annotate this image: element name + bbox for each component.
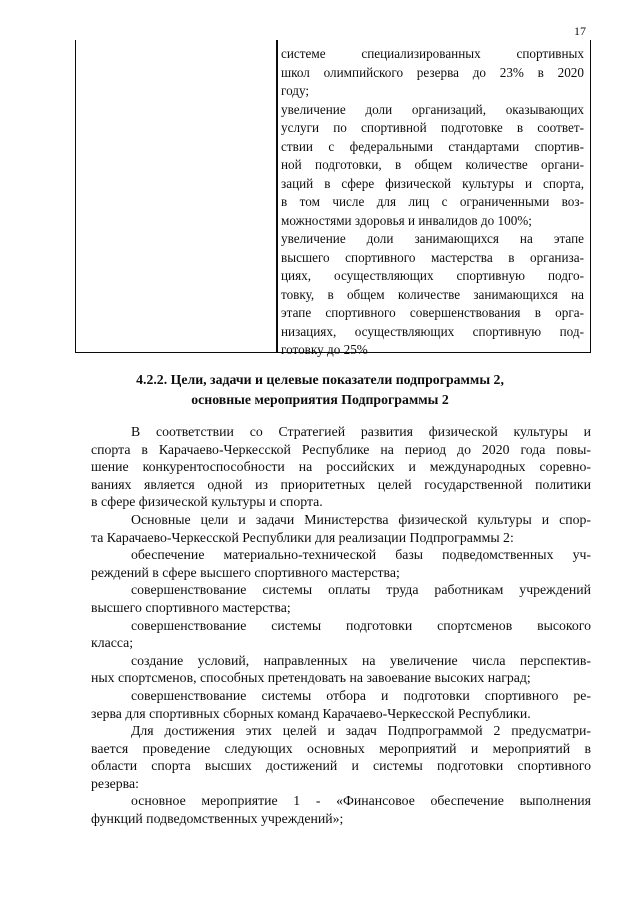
- paragraph-line: области спорта высших достижений и системы подготовки спортивного: [91, 758, 591, 774]
- table-cell-line: увеличение доли занимающихся на этапе: [281, 231, 584, 246]
- table-cell-line: заций в сфере физической культуры и спорта,: [281, 175, 584, 191]
- list-item-line: основное мероприятие 1 - «Финансовое обеспечение выполнения: [131, 793, 591, 809]
- table-cell-line: ствии с федеральными стандартами спортив-: [281, 138, 584, 154]
- paragraph-line: Основные цели и задачи Министерства физической культуры и спор-: [131, 511, 591, 527]
- paragraph-line: та Карачаево-Черкесской Республики для реализации Подпрограммы 2:: [91, 529, 514, 545]
- list-item-line: высшего спортивного мастерства;: [91, 599, 291, 615]
- section-heading-line: основные мероприятия Подпрограммы 2: [191, 392, 449, 407]
- list-item-line: совершенствование системы отбора и подготовки спортивного ре-: [131, 687, 591, 703]
- table-cell-line: ной подготовки, в общем количестве органи-: [281, 157, 584, 172]
- paragraph-line: В соответствии со Стратегией развития физической культуры и: [131, 424, 591, 439]
- table-cell-line: услуги по спортивной подготовке в соответ-: [281, 120, 584, 135]
- list-item-line: класса;: [91, 635, 134, 651]
- table-cell-line: готовку до 25%: [281, 342, 368, 357]
- table-cell-line: школ олимпийского резерва до 23% в 2020: [281, 64, 584, 80]
- table-cell-line: системе специализированных спортивных: [281, 46, 584, 61]
- table-fragment: [75, 40, 591, 357]
- table-cell-line: году;: [281, 83, 310, 98]
- table-cell-line: товку, в общем количестве занимающихся на: [281, 286, 584, 302]
- table-cell-targets: [281, 45, 584, 360]
- paragraph-line: резерва:: [91, 775, 139, 791]
- paragraph-line: шение конкурентоспособности на российских и международных соревно-: [91, 459, 591, 475]
- table-cell-line: в том числе для лиц с ограниченными воз-: [281, 194, 584, 209]
- paragraph-line: вается проведение следующих основных мероприятий и мероприятий в: [91, 740, 591, 756]
- table-cell-line: низациях, осуществляющих спортивную под-: [281, 323, 584, 339]
- list-item-line: создание условий, направленных на увеличение числа перспектив-: [131, 652, 591, 668]
- list-item-line: обеспечение материально-технической базы подведомственных уч-: [131, 547, 591, 563]
- paragraph-line: спорта в Карачаево-Черкесской Республике на период до 2020 года повы-: [91, 441, 591, 457]
- table-cell-line: циях, осуществляющих спортивную подго-: [281, 268, 584, 283]
- paragraph-line: в сфере физической культуры и спорта.: [91, 494, 323, 510]
- table-cell-line: высшего спортивного мастерства в организа-: [281, 249, 584, 265]
- section-heading: [0, 370, 640, 410]
- paragraph-line: Для достижения этих целей и задач Подпрограммой 2 предусматри-: [131, 723, 591, 739]
- section-heading-line: 4.2.2. Цели, задачи и целевые показатели подпрограммы 2,: [136, 372, 504, 387]
- list-item-line: функций подведомственных учреждений»;: [91, 811, 344, 827]
- list-item-line: реждений в сфере высшего спортивного мастерства;: [91, 564, 400, 580]
- list-item-line: ных спортсменов, способных претендовать на завоевание высоких наград;: [91, 670, 531, 686]
- table-cell-line: можностями здоровья и инвалидов до 100%;: [281, 212, 532, 228]
- paragraph-line: ваниях является одной из приоритетных целей государственной политики: [91, 476, 591, 492]
- table-column-divider: [276, 40, 278, 352]
- body-text: [91, 423, 591, 828]
- table-cell-line: увеличение доли организаций, оказывающих: [281, 101, 584, 117]
- table-cell-line: этапе спортивного совершенствования в орга-: [281, 305, 584, 320]
- list-item-line: зерва для спортивных сборных команд Карачаево-Черкесской Республики.: [91, 705, 531, 721]
- page-number: 17: [574, 24, 586, 38]
- list-item-line: совершенствование системы оплаты труда работникам учреждений: [131, 582, 591, 598]
- list-item-line: совершенствование системы подготовки спортсменов высокого: [131, 617, 591, 633]
